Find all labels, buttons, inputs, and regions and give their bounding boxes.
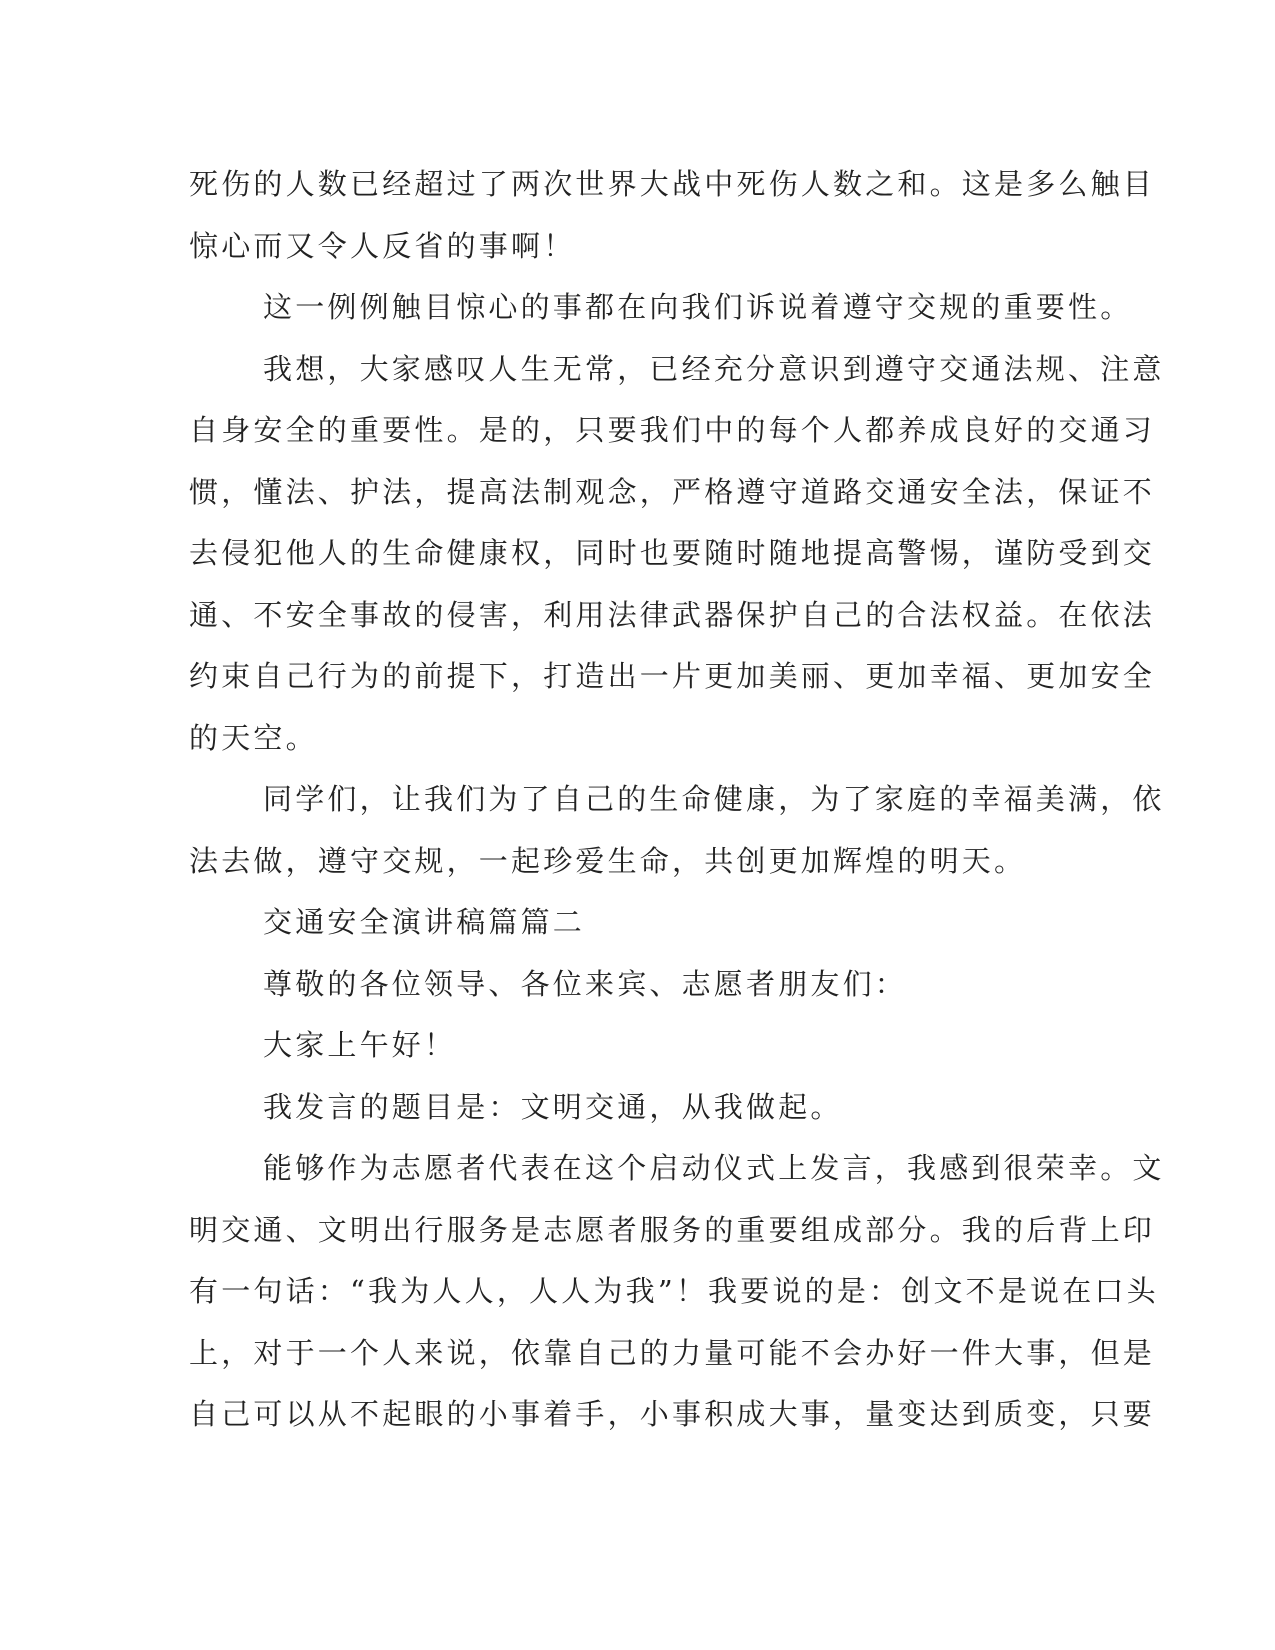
text-line-21: 自己可以从不起眼的小事着手，小事积成大事，量变达到质变，只要: [189, 1397, 1156, 1431]
salutation: 尊敬的各位领导、各位来宾、志愿者朋友们：: [263, 966, 908, 1001]
text-line-17: 能够作为志愿者代表在这个启动仪式上发言，我感到很荣幸。文: [263, 1151, 1165, 1185]
text-line-12: 法去做，遵守交规，一起珍爱生命，共创更加辉煌的明天。: [189, 843, 1027, 878]
text-line-8: 通、不安全事故的侵害，利用法律武器保护自己的合法权益。在依法: [189, 597, 1156, 632]
text-line-6: 惯，懂法、护法，提高法制观念，严格遵守道路交通安全法，保证不: [189, 474, 1156, 509]
text-line-2: 惊心而又令人反省的事啊！: [189, 228, 576, 263]
document-body: [189, 154, 1165, 1446]
text-line-9: 约束自己行为的前提下，打造出一片更加美丽、更加幸福、更加安全: [189, 659, 1156, 693]
text-line-11: 同学们，让我们为了自己的生命健康，为了家庭的幸福美满，依: [263, 782, 1165, 816]
text-line-5: 自身安全的重要性。是的，只要我们中的每个人都养成良好的交通习: [189, 413, 1156, 447]
text-line-1: 死伤的人数已经超过了两次世界大战中死伤人数之和。这是多么触目: [189, 167, 1156, 201]
speech-topic: 我发言的题目是：文明交通，从我做起。: [263, 1089, 843, 1124]
text-line-19: 有一句话：“我为人人，人人为我”！我要说的是：创文不是说在口头: [189, 1274, 1159, 1308]
text-line-10: 的天空。: [189, 720, 318, 755]
text-line-20: 上，对于一个人来说，依靠自己的力量可能不会办好一件大事，但是: [189, 1335, 1156, 1370]
text-line-18: 明交通、文明出行服务是志愿者服务的重要组成部分。我的后背上印: [189, 1212, 1156, 1247]
text-line-4: 我想，大家感叹人生无常，已经充分意识到遵守交通法规、注意: [263, 351, 1165, 386]
text-line-3: 这一例例触目惊心的事都在向我们诉说着遵守交规的重要性。: [263, 290, 1133, 324]
greeting: 大家上午好！: [263, 1028, 457, 1062]
section-heading: 交通安全演讲稿篇篇二: [263, 905, 586, 939]
text-line-7: 去侵犯他人的生命健康权，同时也要随时随地提高警惕，谨防受到交: [189, 536, 1156, 570]
